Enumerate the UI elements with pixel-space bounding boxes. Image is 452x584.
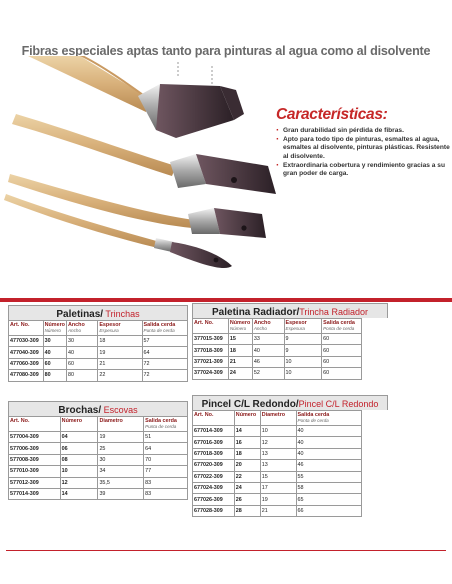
- brochas-title: Brochas/ Escovas: [8, 401, 188, 416]
- column-header: Art. No.: [9, 417, 61, 432]
- column-header: Número: [234, 411, 260, 426]
- table-row: 477040-309 40 40 19 64: [9, 347, 188, 358]
- table-row: 377021-309 21 46 10 60: [193, 356, 362, 367]
- table-row: 577008-309 08 30 70: [9, 454, 188, 465]
- table-row: 577012-309 12 35,5 83: [9, 477, 188, 488]
- table-header-row: [193, 411, 362, 426]
- column-header: Salida cerda Punta de cerda: [142, 321, 188, 336]
- brochas-table: [8, 416, 188, 500]
- table-row: 377018-309 18 40 9 60: [193, 345, 362, 356]
- table-row: 677022-309 22 15 55: [193, 471, 362, 482]
- redondo-title: Pincel C/L Redondo/Pincel C/L Redondo: [192, 395, 388, 410]
- column-header: Salida cerda Ponta de cerda: [322, 319, 362, 334]
- brushes-photo: [0, 56, 300, 296]
- table-row: 377015-309 15 33 9 60: [193, 334, 362, 345]
- table-row: 577014-309 14 39 83: [9, 488, 188, 499]
- table-row: 677014-309 14 10 40: [193, 426, 362, 437]
- table-row: 477030-309 30 30 18 57: [9, 336, 188, 347]
- table-row: 677020-309 20 13 46: [193, 460, 362, 471]
- table-row: 377024-309 24 52 10 60: [193, 368, 362, 379]
- footer-divider: [6, 550, 446, 551]
- radiador-title: Paletina Radiador/Trincha Radiador: [192, 303, 388, 318]
- column-header: Art. No.: [9, 321, 44, 336]
- features-list: [276, 127, 452, 178]
- column-header: Número Número: [228, 319, 252, 334]
- table-row: 677016-309 16 12 40: [193, 437, 362, 448]
- table-row: 677028-309 28 21 66: [193, 505, 362, 516]
- column-header: Salida cerda Ponta de cerda: [296, 411, 361, 426]
- column-header: Ancho Ancho: [66, 321, 97, 336]
- flat-brush-wide: [28, 56, 244, 138]
- redondo-table: [192, 410, 362, 517]
- column-header: Art. No.: [193, 319, 229, 334]
- column-header: Espesor Espesura: [284, 319, 322, 334]
- headline: Fibras especiales aptas tanto para pinturas al agua como al disolvente: [21, 44, 431, 58]
- column-header: Ancho Ancho: [252, 319, 284, 334]
- column-header: Número Número: [43, 321, 66, 336]
- feature-item: · Gran durabilidad sin pérdida de fibras.: [276, 127, 452, 135]
- radiator-brush: [12, 114, 276, 194]
- table-row: 577004-309 04 19 51: [9, 432, 188, 443]
- table-row: 677026-309 26 19 65: [193, 494, 362, 505]
- feature-item: · Extraordinaria cobertura y rendimiento gracias a su gran poder de carga.: [276, 162, 452, 179]
- paletinas-title: Paletinas/ Trinchas: [8, 305, 188, 320]
- table-row: 477060-309 60 60 21 72: [9, 358, 188, 369]
- column-header: Espesor Espesura: [98, 321, 142, 336]
- column-header: Art. No.: [193, 411, 235, 426]
- table-row: 677018-309 18 13 40: [193, 448, 362, 459]
- table-header-row: [9, 417, 188, 432]
- column-header: Salida cerda Punta de cerda: [144, 417, 188, 432]
- feature-item: · Apto para todo tipo de pinturas, esmaltes al agua, esmaltes al disolvente, pinturas plásticas. Resistente al disolvente.: [276, 136, 452, 161]
- table-row: 677024-309 24 17 58: [193, 482, 362, 493]
- column-header: Diametro: [98, 417, 144, 432]
- features-title: Características:: [276, 106, 388, 123]
- paletinas-table: [8, 320, 188, 382]
- table-header-row: [9, 321, 188, 336]
- radiador-table: [192, 318, 362, 380]
- table-row: 577006-309 06 25 64: [9, 443, 188, 454]
- column-header: Número: [60, 417, 98, 432]
- column-header: Diametro: [260, 411, 296, 426]
- section-divider: [0, 298, 452, 302]
- table-header-row: [193, 319, 362, 334]
- features-panel: [276, 106, 452, 179]
- table-row: 577010-309 10 34 77: [9, 466, 188, 477]
- table-row: 477080-309 80 80 22 72: [9, 370, 188, 381]
